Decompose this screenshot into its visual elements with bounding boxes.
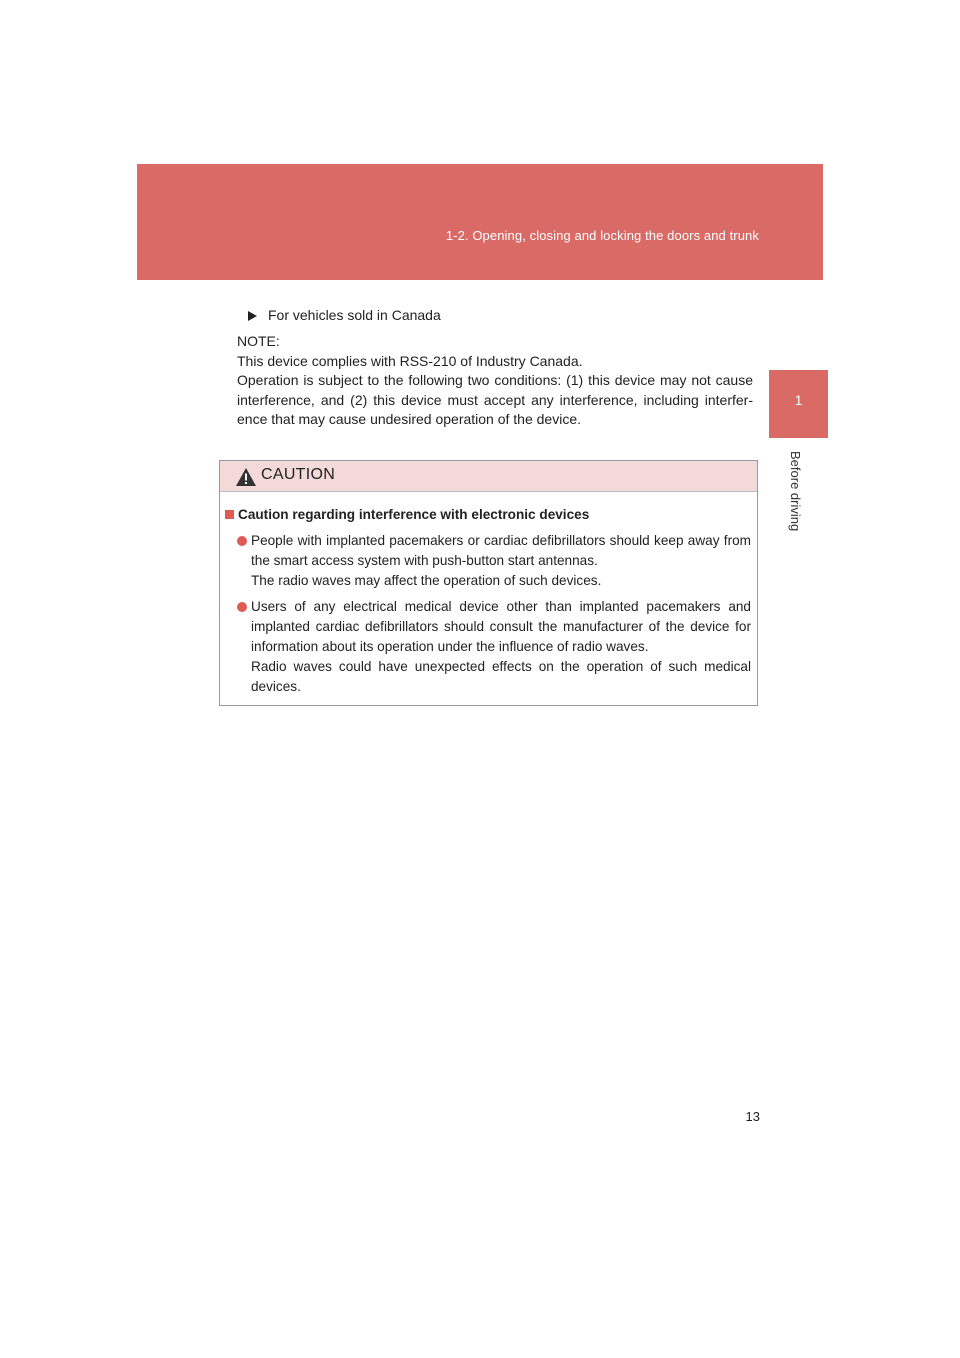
triangle-bullet-icon (248, 311, 257, 321)
square-bullet-icon (225, 510, 234, 519)
caution-header (220, 461, 757, 492)
caution-box (219, 460, 758, 706)
caution-item-text: People with implanted pacemakers or cardiac defibrillators should keep away from the smart access system with push-button start antennas. (251, 533, 751, 568)
caution-heading (225, 505, 751, 525)
note-line-1: This device complies with RSS-210 of Industry Canada. (237, 352, 583, 369)
page-number: 13 (745, 1109, 760, 1124)
circle-bullet-icon (237, 536, 247, 546)
chapter-number: 1 (794, 392, 803, 408)
caution-item-text: Users of any electrical medical device other than implanted pacemakers and implanted cardiac defibrillators should consult the manufacturer of the device for information about its operation under the influence of radio waves. (251, 599, 751, 654)
bullet-text: For vehicles sold in Canada (268, 307, 441, 323)
caution-item (225, 531, 751, 591)
caution-title: CAUTION (261, 466, 336, 483)
caution-body (220, 492, 757, 697)
warning-triangle-icon (235, 467, 257, 487)
caution-heading-text: Caution regarding interference with electronic devices (238, 507, 590, 522)
header-band (137, 164, 823, 280)
note-line-2: Operation is subject to the following two conditions: (1) this device may not cause interference, and (2) this device must accept any interference, including interfer-ence that may cause undesired operation of the device. (237, 372, 753, 427)
note-block (237, 332, 753, 430)
canada-bullet (237, 307, 441, 323)
caution-item-text: The radio waves may affect the operation of such devices. (251, 573, 602, 588)
note-title: NOTE: (237, 333, 280, 349)
caution-item (225, 597, 751, 697)
caution-item-text: Radio waves could have unexpected effects on the operation of such medical devices. (251, 659, 751, 694)
section-title: 1-2. Opening, closing and locking the doors and trunk (445, 228, 759, 243)
circle-bullet-icon (237, 602, 247, 612)
chapter-tab (769, 370, 828, 438)
chapter-label: Before driving (788, 451, 803, 532)
